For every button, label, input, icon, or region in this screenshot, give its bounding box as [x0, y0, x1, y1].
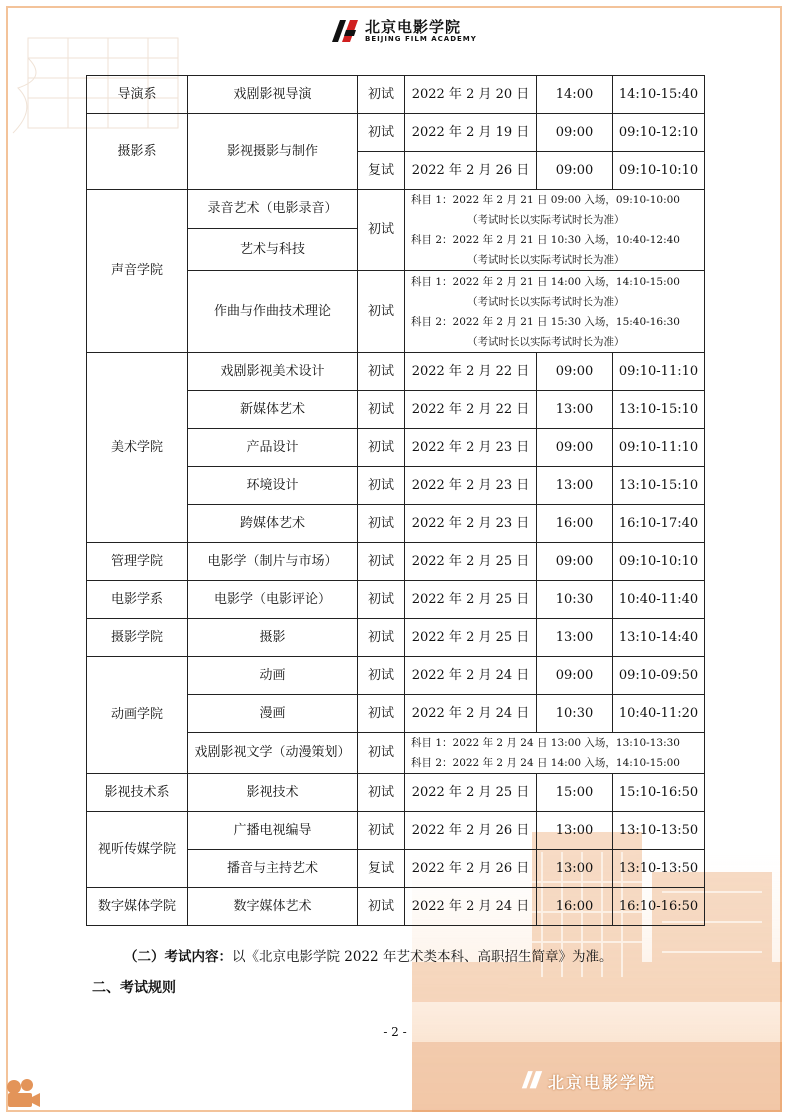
entry-time-cell: 10:30	[537, 695, 613, 733]
major-cell: 产品设计	[188, 429, 358, 467]
exam-date-cell: 2022 年 2 月 25 日	[405, 543, 537, 581]
entry-time-cell: 09:00	[537, 657, 613, 695]
table-row	[87, 619, 705, 657]
major-cell: 摄影	[188, 619, 358, 657]
major-cell: 录音艺术（电影录音）	[188, 190, 358, 229]
major-cell: 戏剧影视美术设计	[188, 353, 358, 391]
exam-date-cell: 2022 年 2 月 23 日	[405, 467, 537, 505]
exam-stage-cell: 初试	[358, 581, 405, 619]
entry-time-cell: 13:00	[537, 812, 613, 850]
exam-date-cell: 2022 年 2 月 22 日	[405, 391, 537, 429]
exam-time-cell: 13:10-15:10	[613, 467, 705, 505]
table-row	[87, 657, 705, 695]
major-cell: 戏剧影视文学（动漫策划）	[188, 733, 358, 774]
major-cell: 电影学（制片与市场）	[188, 543, 358, 581]
exam-date-cell: 2022 年 2 月 25 日	[405, 581, 537, 619]
section-heading-exam-rules: 二、考试规则	[92, 980, 176, 996]
major-cell: 数字媒体艺术	[188, 888, 358, 926]
table-row	[87, 888, 705, 926]
exam-date-cell: 2022 年 2 月 24 日	[405, 657, 537, 695]
exam-time-cell: 13:10-13:50	[613, 812, 705, 850]
exam-content-paragraph	[124, 945, 612, 965]
exam-stage-cell: 初试	[358, 429, 405, 467]
exam-stage-cell: 初试	[358, 774, 405, 812]
exam-date-cell: 2022 年 2 月 26 日	[405, 850, 537, 888]
entry-time-cell: 10:30	[537, 581, 613, 619]
department-cell: 摄影系	[87, 114, 188, 190]
exam-time-note-line: 科目 2：2022 年 2 月 24 日 14:00 入场，14:10-15:00	[411, 757, 680, 769]
department-cell: 数字媒体学院	[87, 888, 188, 926]
table-row	[87, 774, 705, 812]
exam-date-cell: 2022 年 2 月 23 日	[405, 429, 537, 467]
exam-stage-cell: 初试	[358, 353, 405, 391]
exam-stage-cell: 初试	[358, 812, 405, 850]
department-cell: 电影学系	[87, 581, 188, 619]
table-row	[87, 812, 705, 850]
department-cell: 导演系	[87, 76, 188, 114]
exam-date-cell: 2022 年 2 月 24 日	[405, 888, 537, 926]
exam-time-note-line: 科目 1：2022 年 2 月 21 日 14:00 入场，14:10-15:00	[411, 275, 680, 288]
department-cell: 声音学院	[87, 190, 188, 353]
exam-time-cell: 09:10-11:10	[613, 429, 705, 467]
exam-content-text: 以《北京电影学院 2022 年艺术类本科、高职招生简章》为准。	[232, 949, 613, 965]
exam-time-cell: 16:10-17:40	[613, 505, 705, 543]
exam-time-cell: 13:10-13:50	[613, 850, 705, 888]
exam-stage-cell: 复试	[358, 152, 405, 190]
table-row	[87, 190, 705, 229]
department-cell: 美术学院	[87, 353, 188, 543]
exam-time-cell: 09:10-11:10	[613, 353, 705, 391]
exam-time-note-cell	[405, 190, 705, 271]
exam-date-cell: 2022 年 2 月 26 日	[405, 812, 537, 850]
major-cell: 跨媒体艺术	[188, 505, 358, 543]
exam-stage-cell: 初试	[358, 619, 405, 657]
film-academy-logo-icon	[330, 16, 360, 44]
exam-stage-cell: 初试	[358, 114, 405, 152]
exam-time-cell: 09:10-12:10	[613, 114, 705, 152]
header-logo	[330, 16, 480, 46]
exam-stage-cell: 初试	[358, 695, 405, 733]
major-cell: 影视摄影与制作	[188, 114, 358, 190]
department-cell: 摄影学院	[87, 619, 188, 657]
entry-time-cell: 14:00	[537, 76, 613, 114]
exam-time-note-line: （考试时长以实际考试时长为准）	[467, 295, 625, 308]
exam-date-cell: 2022 年 2 月 26 日	[405, 152, 537, 190]
exam-time-note-line: 科目 2：2022 年 2 月 21 日 15:30 入场，15:40-16:30	[411, 315, 680, 328]
page-number: - 2 -	[383, 1025, 407, 1039]
exam-stage-cell: 初试	[358, 657, 405, 695]
footer-brand-name: 北京电影学院	[548, 1073, 657, 1092]
department-cell: 视听传媒学院	[87, 812, 188, 888]
table-row	[87, 581, 705, 619]
major-cell: 新媒体艺术	[188, 391, 358, 429]
major-cell: 影视技术	[188, 774, 358, 812]
department-cell: 影视技术系	[87, 774, 188, 812]
entry-time-cell: 09:00	[537, 543, 613, 581]
exam-date-cell: 2022 年 2 月 23 日	[405, 505, 537, 543]
entry-time-cell: 13:00	[537, 850, 613, 888]
exam-time-note-line: 科目 1：2022 年 2 月 24 日 13:00 入场，13:10-13:30	[411, 737, 680, 749]
exam-time-cell: 14:10-15:40	[613, 76, 705, 114]
entry-time-cell: 13:00	[537, 619, 613, 657]
exam-stage-cell: 初试	[358, 888, 405, 926]
entry-time-cell: 09:00	[537, 152, 613, 190]
major-cell: 作曲与作曲技术理论	[188, 271, 358, 353]
major-cell: 广播电视编导	[188, 812, 358, 850]
table-row	[87, 76, 705, 114]
exam-schedule-table	[86, 75, 705, 926]
exam-date-cell: 2022 年 2 月 20 日	[405, 76, 537, 114]
exam-stage-cell: 初试	[358, 505, 405, 543]
exam-time-note-line: （考试时长以实际考试时长为准）	[467, 254, 625, 266]
exam-time-note-line: （考试时长以实际考试时长为准）	[467, 335, 625, 348]
exam-stage-cell: 初试	[358, 76, 405, 114]
logo-chinese-name: 北京电影学院	[365, 18, 462, 36]
exam-stage-cell: 初试	[358, 467, 405, 505]
exam-date-cell: 2022 年 2 月 25 日	[405, 619, 537, 657]
exam-date-cell: 2022 年 2 月 25 日	[405, 774, 537, 812]
exam-time-note-line: 科目 1：2022 年 2 月 21 日 09:00 入场，09:10-10:00	[411, 194, 680, 206]
exam-time-cell: 09:10-10:10	[613, 543, 705, 581]
table-row	[87, 543, 705, 581]
department-cell: 管理学院	[87, 543, 188, 581]
exam-stage-cell: 初试	[358, 271, 405, 353]
exam-time-note-cell	[405, 271, 705, 353]
major-cell: 电影学（电影评论）	[188, 581, 358, 619]
exam-time-note-line: （考试时长以实际考试时长为准）	[467, 214, 625, 226]
entry-time-cell: 16:00	[537, 888, 613, 926]
entry-time-cell: 15:00	[537, 774, 613, 812]
exam-stage-cell: 初试	[358, 543, 405, 581]
exam-stage-cell: 初试	[358, 391, 405, 429]
major-cell: 艺术与科技	[188, 228, 358, 270]
exam-time-cell: 09:10-09:50	[613, 657, 705, 695]
major-cell: 漫画	[188, 695, 358, 733]
entry-time-cell: 16:00	[537, 505, 613, 543]
major-cell: 动画	[188, 657, 358, 695]
exam-time-cell: 10:40-11:20	[613, 695, 705, 733]
footer-logo-icon	[520, 1068, 544, 1090]
exam-date-cell: 2022 年 2 月 22 日	[405, 353, 537, 391]
major-cell: 播音与主持艺术	[188, 850, 358, 888]
film-camera-icon	[2, 1075, 42, 1115]
exam-time-cell: 13:10-14:40	[613, 619, 705, 657]
entry-time-cell: 13:00	[537, 467, 613, 505]
table-row	[87, 114, 705, 152]
entry-time-cell: 09:00	[537, 114, 613, 152]
exam-time-note-cell	[405, 733, 705, 774]
department-cell: 动画学院	[87, 657, 188, 774]
exam-time-cell: 13:10-15:10	[613, 391, 705, 429]
major-cell: 环境设计	[188, 467, 358, 505]
exam-stage-cell: 复试	[358, 850, 405, 888]
exam-time-cell: 16:10-16:50	[613, 888, 705, 926]
exam-date-cell: 2022 年 2 月 24 日	[405, 695, 537, 733]
entry-time-cell: 09:00	[537, 353, 613, 391]
entry-time-cell: 13:00	[537, 391, 613, 429]
exam-content-label: （二）考试内容：	[124, 949, 232, 965]
exam-date-cell: 2022 年 2 月 19 日	[405, 114, 537, 152]
entry-time-cell: 09:00	[537, 429, 613, 467]
exam-stage-cell: 初试	[358, 190, 405, 271]
exam-time-cell: 09:10-10:10	[613, 152, 705, 190]
exam-time-cell: 10:40-11:40	[613, 581, 705, 619]
major-cell: 戏剧影视导演	[188, 76, 358, 114]
exam-time-note-line: 科目 2：2022 年 2 月 21 日 10:30 入场，10:40-12:40	[411, 234, 680, 246]
exam-time-cell: 15:10-16:50	[613, 774, 705, 812]
exam-stage-cell: 初试	[358, 733, 405, 774]
table-row	[87, 353, 705, 391]
logo-english-name: BEIJING FILM ACADEMY	[365, 35, 477, 43]
